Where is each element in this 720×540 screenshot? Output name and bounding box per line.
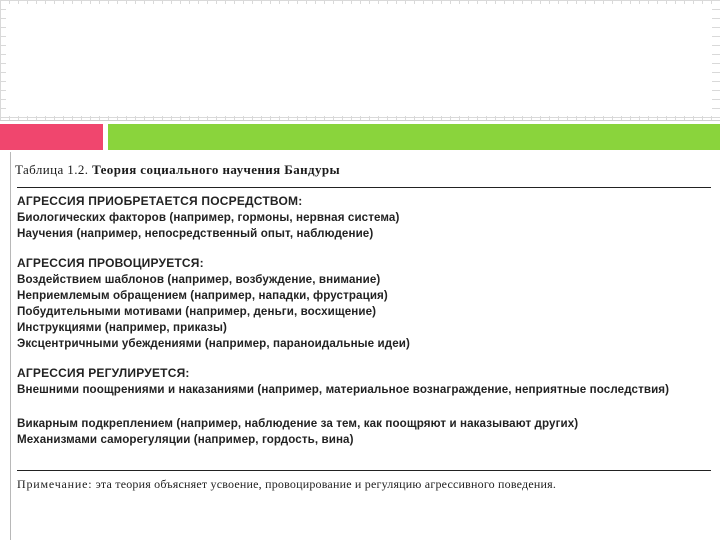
table-title-text: Теория социального научения Бандуры: [92, 162, 341, 177]
table-note: [17, 476, 707, 492]
bottom-rule: [17, 470, 711, 471]
table-title: [15, 162, 340, 178]
table-number: Таблица 1.2.: [15, 162, 89, 177]
section-heading-provoked: АГРЕССИЯ ПРОВОЦИРУЕТСЯ:: [17, 256, 204, 270]
list-item: Викарным подкреплением (например, наблюдение за тем, как поощряют и наказывают других): [17, 417, 579, 430]
header-blank-area: [6, 4, 712, 116]
list-item: Побудительными мотивами (например, деньги, восхищение): [17, 305, 377, 318]
list-item: Инструкциями (например, приказы): [17, 321, 227, 334]
list-item: Механизмами саморегуляции (например, гордость, вина): [17, 433, 354, 446]
list-item: Эксцентричными убеждениями (например, параноидальные идеи): [17, 337, 410, 350]
section-heading-regulated: АГРЕССИЯ РЕГУЛИРУЕТСЯ:: [17, 366, 190, 380]
list-item: Внешними поощрениями и наказаниями (например, материальное вознаграждение, неприятные последствия): [17, 383, 670, 396]
section-heading-acquired: АГРЕССИЯ ПРИОБРЕТАЕТСЯ ПОСРЕДСТВОМ:: [17, 194, 303, 208]
table-document: [10, 152, 711, 540]
list-item: Научения (например, непосредственный опыт, наблюдение): [17, 227, 374, 240]
list-item: Воздействием шаблонов (например, возбуждение, внимание): [17, 273, 381, 286]
note-label: Примечание:: [17, 477, 93, 491]
accent-bar-pink: [0, 124, 103, 150]
accent-bar-green: [108, 124, 720, 150]
note-text: эта теория объясняет усвоение, провоцирование и регуляцию агрессивного поведения.: [95, 477, 557, 491]
top-rule: [17, 187, 711, 188]
header-grid-background: [0, 0, 720, 121]
list-item: Биологических факторов (например, гормоны, нервная система): [17, 211, 400, 224]
list-item: Неприемлемым обращением (например, нападки, фрустрация): [17, 289, 388, 302]
